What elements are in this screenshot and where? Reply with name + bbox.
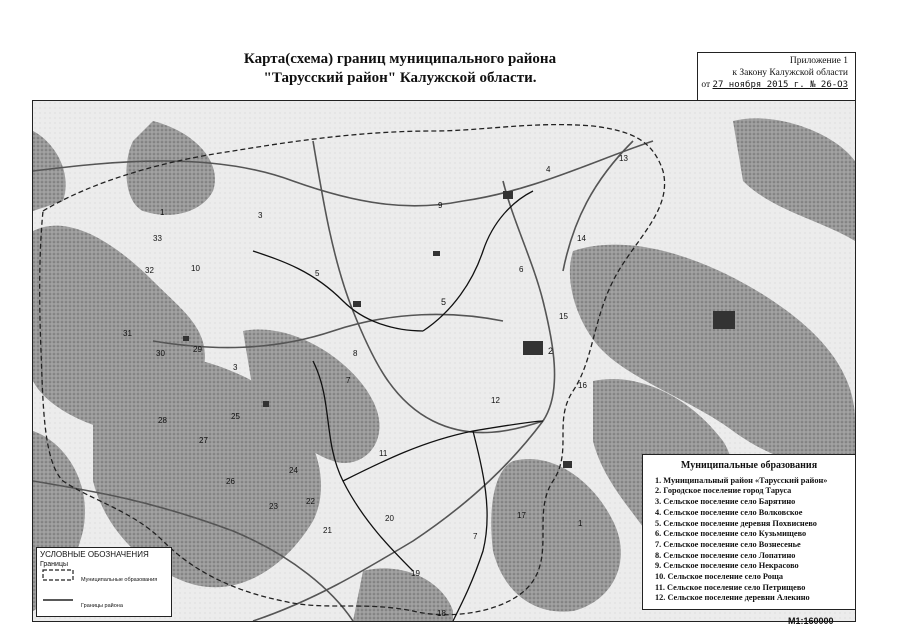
map-label-21: 21 (323, 526, 332, 535)
map-label-3a: 3 (258, 211, 263, 220)
legend-box (36, 547, 172, 617)
legend-item-municipal: Муниципальные образования (81, 577, 158, 583)
list-item: 12. Сельское поселение деревни Алекино (655, 593, 810, 603)
map-label-12: 12 (491, 396, 500, 405)
map-label-1a: 1 (160, 208, 165, 217)
map-label-6: 6 (519, 265, 524, 274)
list-item: 8. Сельское поселение село Лопатино (655, 550, 796, 560)
appendix-new-date: 27 ноября 2015 г. № 26-ОЗ (712, 80, 848, 90)
map-title (180, 50, 620, 88)
appendix-new-line-3 (698, 79, 848, 91)
map-label-33: 33 (153, 234, 162, 243)
map-label-7a: 7 (346, 376, 351, 385)
scale-label: М1:160000 (788, 616, 834, 626)
list-item: 2. Городское поселение город Таруса (655, 486, 792, 496)
map-label-13: 13 (619, 154, 628, 163)
map-label-20: 20 (385, 514, 394, 523)
municipal-entities-box (642, 454, 856, 610)
title-line-2: "Тарусский район" Калужской области. (263, 70, 537, 86)
map-label-14: 14 (577, 234, 586, 243)
map-label-31: 31 (123, 329, 132, 338)
map-label-17: 17 (517, 511, 526, 520)
map-label-5: 5 (441, 297, 447, 307)
legend-title: УСЛОВНЫЕ ОБОЗНАЧЕНИЯ (40, 550, 149, 559)
appendix-new (698, 55, 848, 91)
map-label-32: 32 (145, 266, 154, 275)
map-label-22: 22 (306, 497, 315, 506)
list-item: 5. Сельское поселение деревня Похвиснево (655, 518, 817, 528)
appendix-new-prefix: от (701, 80, 711, 90)
map-label-11: 11 (379, 449, 388, 458)
map-label-15: 15 (559, 312, 568, 321)
list-item: 9. Сельское поселение село Некрасово (655, 561, 799, 571)
map-label-3: 3 (233, 363, 238, 372)
municipal-entities-title: Муниципальные образования (680, 460, 818, 471)
legend-symbols (37, 558, 171, 618)
legend-item-district: Границы района (81, 603, 123, 609)
map-label-9: 9 (438, 201, 443, 210)
map-label-18: 18 (437, 609, 446, 618)
map-label-19: 19 (411, 569, 420, 578)
municipal-entities-list (655, 476, 855, 604)
list-item: 11. Сельское поселение село Петрищево (655, 582, 806, 592)
map-label-24: 24 (289, 466, 298, 475)
title-line-1: Карта(схема) границ муниципального района (243, 51, 557, 67)
list-item: 7. Сельское поселение село Вознесенье (655, 539, 801, 549)
map-label-29: 29 (193, 345, 202, 354)
list-item: 3. Сельское поселение село Барятино (655, 497, 796, 507)
list-item: 6. Сельское поселение село Кузьмищево (655, 529, 807, 539)
map-label-27: 27 (199, 436, 208, 445)
map-label-1: 1 (578, 519, 583, 528)
map-label-2: 2 (548, 346, 554, 356)
map-label-23: 23 (269, 502, 278, 511)
list-item: 10. Сельское поселение село Роща (655, 572, 784, 582)
map-label-28: 28 (158, 416, 167, 425)
appendix-new-line-1: Приложение 1 (789, 56, 848, 66)
municipal-boundary-symbol (43, 570, 73, 580)
map-label-8: 8 (353, 349, 358, 358)
list-item: 1. Муниципальный район «Тарусский район» (655, 475, 828, 485)
map-label-26: 26 (226, 477, 235, 486)
map-label-5a: 5 (315, 269, 320, 278)
map-label-10: 10 (191, 264, 200, 273)
map-label-7: 7 (473, 532, 478, 541)
legend-subtitle: Границы (40, 561, 68, 568)
map-label-16: 16 (578, 381, 587, 390)
map-label-4: 4 (546, 165, 551, 174)
map-label-30: 30 (156, 349, 165, 358)
list-item: 4. Сельское поселение село Волковское (655, 507, 803, 517)
appendix-new-line-2: к Закону Калужской области (732, 68, 848, 78)
map-label-25: 25 (231, 412, 240, 421)
